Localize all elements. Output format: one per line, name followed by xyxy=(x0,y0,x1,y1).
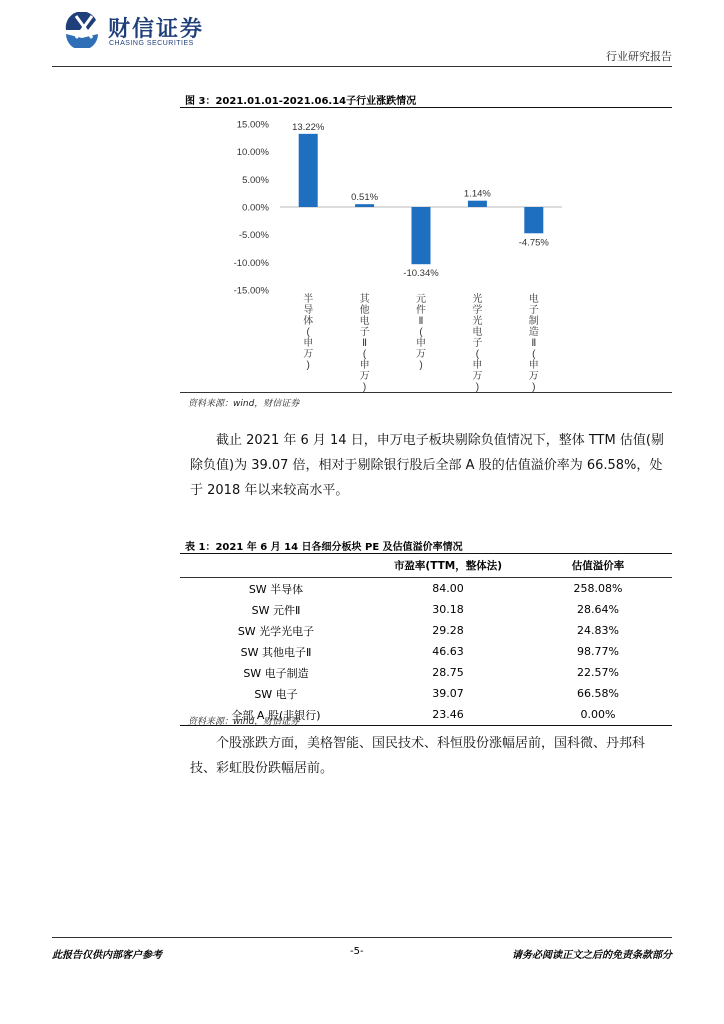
footer-divider xyxy=(52,937,672,938)
table-header-cell xyxy=(180,554,372,578)
table-cell: 23.46 xyxy=(372,704,524,726)
logo-text-en: CHASING SECURITIES xyxy=(109,40,194,47)
chart-bar xyxy=(412,207,431,264)
table-row xyxy=(180,641,672,662)
bar-chart xyxy=(180,108,672,392)
figure-title: 图 3：2021.01.01-2021.06.14子行业涨跌情况 xyxy=(185,96,417,107)
table-cell: 28.75 xyxy=(432,666,464,679)
y-tick-label: -15.00% xyxy=(233,285,269,297)
x-tick-label: 电子制造 Ⅱ (申万) xyxy=(528,294,539,392)
x-tick-label: 光学光电子(申万) xyxy=(472,294,483,392)
body-paragraph-1: 截止 2021 年 6 月 14 日，申万电子板块剔除负值情况下，整体 TTM 估值(剔除负值)为 39.07 倍，相对于剔除银行股后全部 A 股的估值溢价率为 66.58%，处于 2018 年以来较高水平。 xyxy=(190,433,664,498)
report-type-label: 行业研究报告 xyxy=(606,50,672,63)
data-label: 1.14% xyxy=(463,188,491,200)
table-cell: 30.18 xyxy=(432,603,464,616)
table-row xyxy=(180,578,672,600)
table-row xyxy=(180,599,672,620)
company-logo-icon xyxy=(62,12,102,48)
footer-disclaimer: 此报告仅供内部客户参考 xyxy=(52,950,162,961)
chart-bar xyxy=(468,201,487,207)
table-header-row xyxy=(180,554,672,578)
table-cell: 24.83% xyxy=(577,624,619,637)
chart-bar xyxy=(355,204,374,207)
table-cell: 84.00 xyxy=(432,582,464,595)
table-cell: SW 半导体 xyxy=(248,582,304,596)
data-label: 13.22% xyxy=(292,121,325,133)
table-cell: SW 元件Ⅱ xyxy=(251,603,301,617)
pe-table xyxy=(180,553,672,726)
table-cell: SW 电子 xyxy=(254,687,298,701)
data-label: -4.75% xyxy=(518,237,549,249)
table-title: 表 1：2021 年 6 月 14 日各细分板块 PE 及估值溢价率情况 xyxy=(185,542,463,553)
figure-source: 资料来源：wind，财信证券 xyxy=(188,399,300,409)
footer-notice: 请务必阅读正文之后的免责条款部分 xyxy=(512,950,672,961)
table-cell: 46.63 xyxy=(432,645,464,658)
x-tick-label: 半导体(申万) xyxy=(303,294,314,371)
table-cell: 全部 A 股(非银行) xyxy=(180,704,372,726)
y-tick-label: 5.00% xyxy=(242,174,269,186)
x-tick-label: 元件 Ⅱ (申万) xyxy=(416,294,426,371)
data-label: -10.34% xyxy=(403,268,439,280)
body-paragraph-2: 个股涨跌方面，美格智能、国民技术、科恒股份涨幅居前，国科微、丹邦科技、彩虹股份跌幅居前。 xyxy=(190,736,646,776)
figure-bottom-rule xyxy=(180,392,672,393)
table-cell: 66.58% xyxy=(577,687,619,700)
table-cell: 39.07 xyxy=(432,687,464,700)
table-cell: 29.28 xyxy=(432,624,464,637)
page-number: -5- xyxy=(350,946,364,957)
table-cell: 258.08% xyxy=(573,582,623,595)
table-cell: 22.57% xyxy=(577,666,619,679)
x-tick-label: 其他电子 Ⅱ (申万) xyxy=(359,294,370,392)
y-tick-label: -10.00% xyxy=(233,257,269,269)
table-cell: 0.00% xyxy=(524,704,672,726)
table-header-cell: 估值溢价率 xyxy=(524,554,672,578)
y-tick-label: -5.00% xyxy=(238,230,269,242)
chart-bar xyxy=(524,207,543,233)
data-label: 0.51% xyxy=(351,192,379,204)
logo-text-cn: 财信证券 xyxy=(108,17,205,42)
table-header-cell: 市盈率(TTM，整体法) xyxy=(372,554,524,578)
table-cell: SW 其他电子Ⅱ xyxy=(240,645,312,659)
y-tick-label: 15.00% xyxy=(236,119,269,131)
header-divider xyxy=(52,66,672,67)
table-row xyxy=(180,620,672,641)
table-source: 资料来源：wind，财信证券 xyxy=(188,717,300,727)
table-cell: SW 光学光电子 xyxy=(237,624,315,638)
y-tick-label: 10.00% xyxy=(236,147,269,159)
y-tick-label: 0.00% xyxy=(242,202,269,214)
table-cell: 98.77% xyxy=(577,645,619,658)
table-row xyxy=(180,662,672,683)
table-cell: 28.64% xyxy=(577,603,619,616)
table-row xyxy=(180,683,672,704)
table-cell: SW 电子制造 xyxy=(243,666,309,680)
chart-bar xyxy=(299,134,318,207)
